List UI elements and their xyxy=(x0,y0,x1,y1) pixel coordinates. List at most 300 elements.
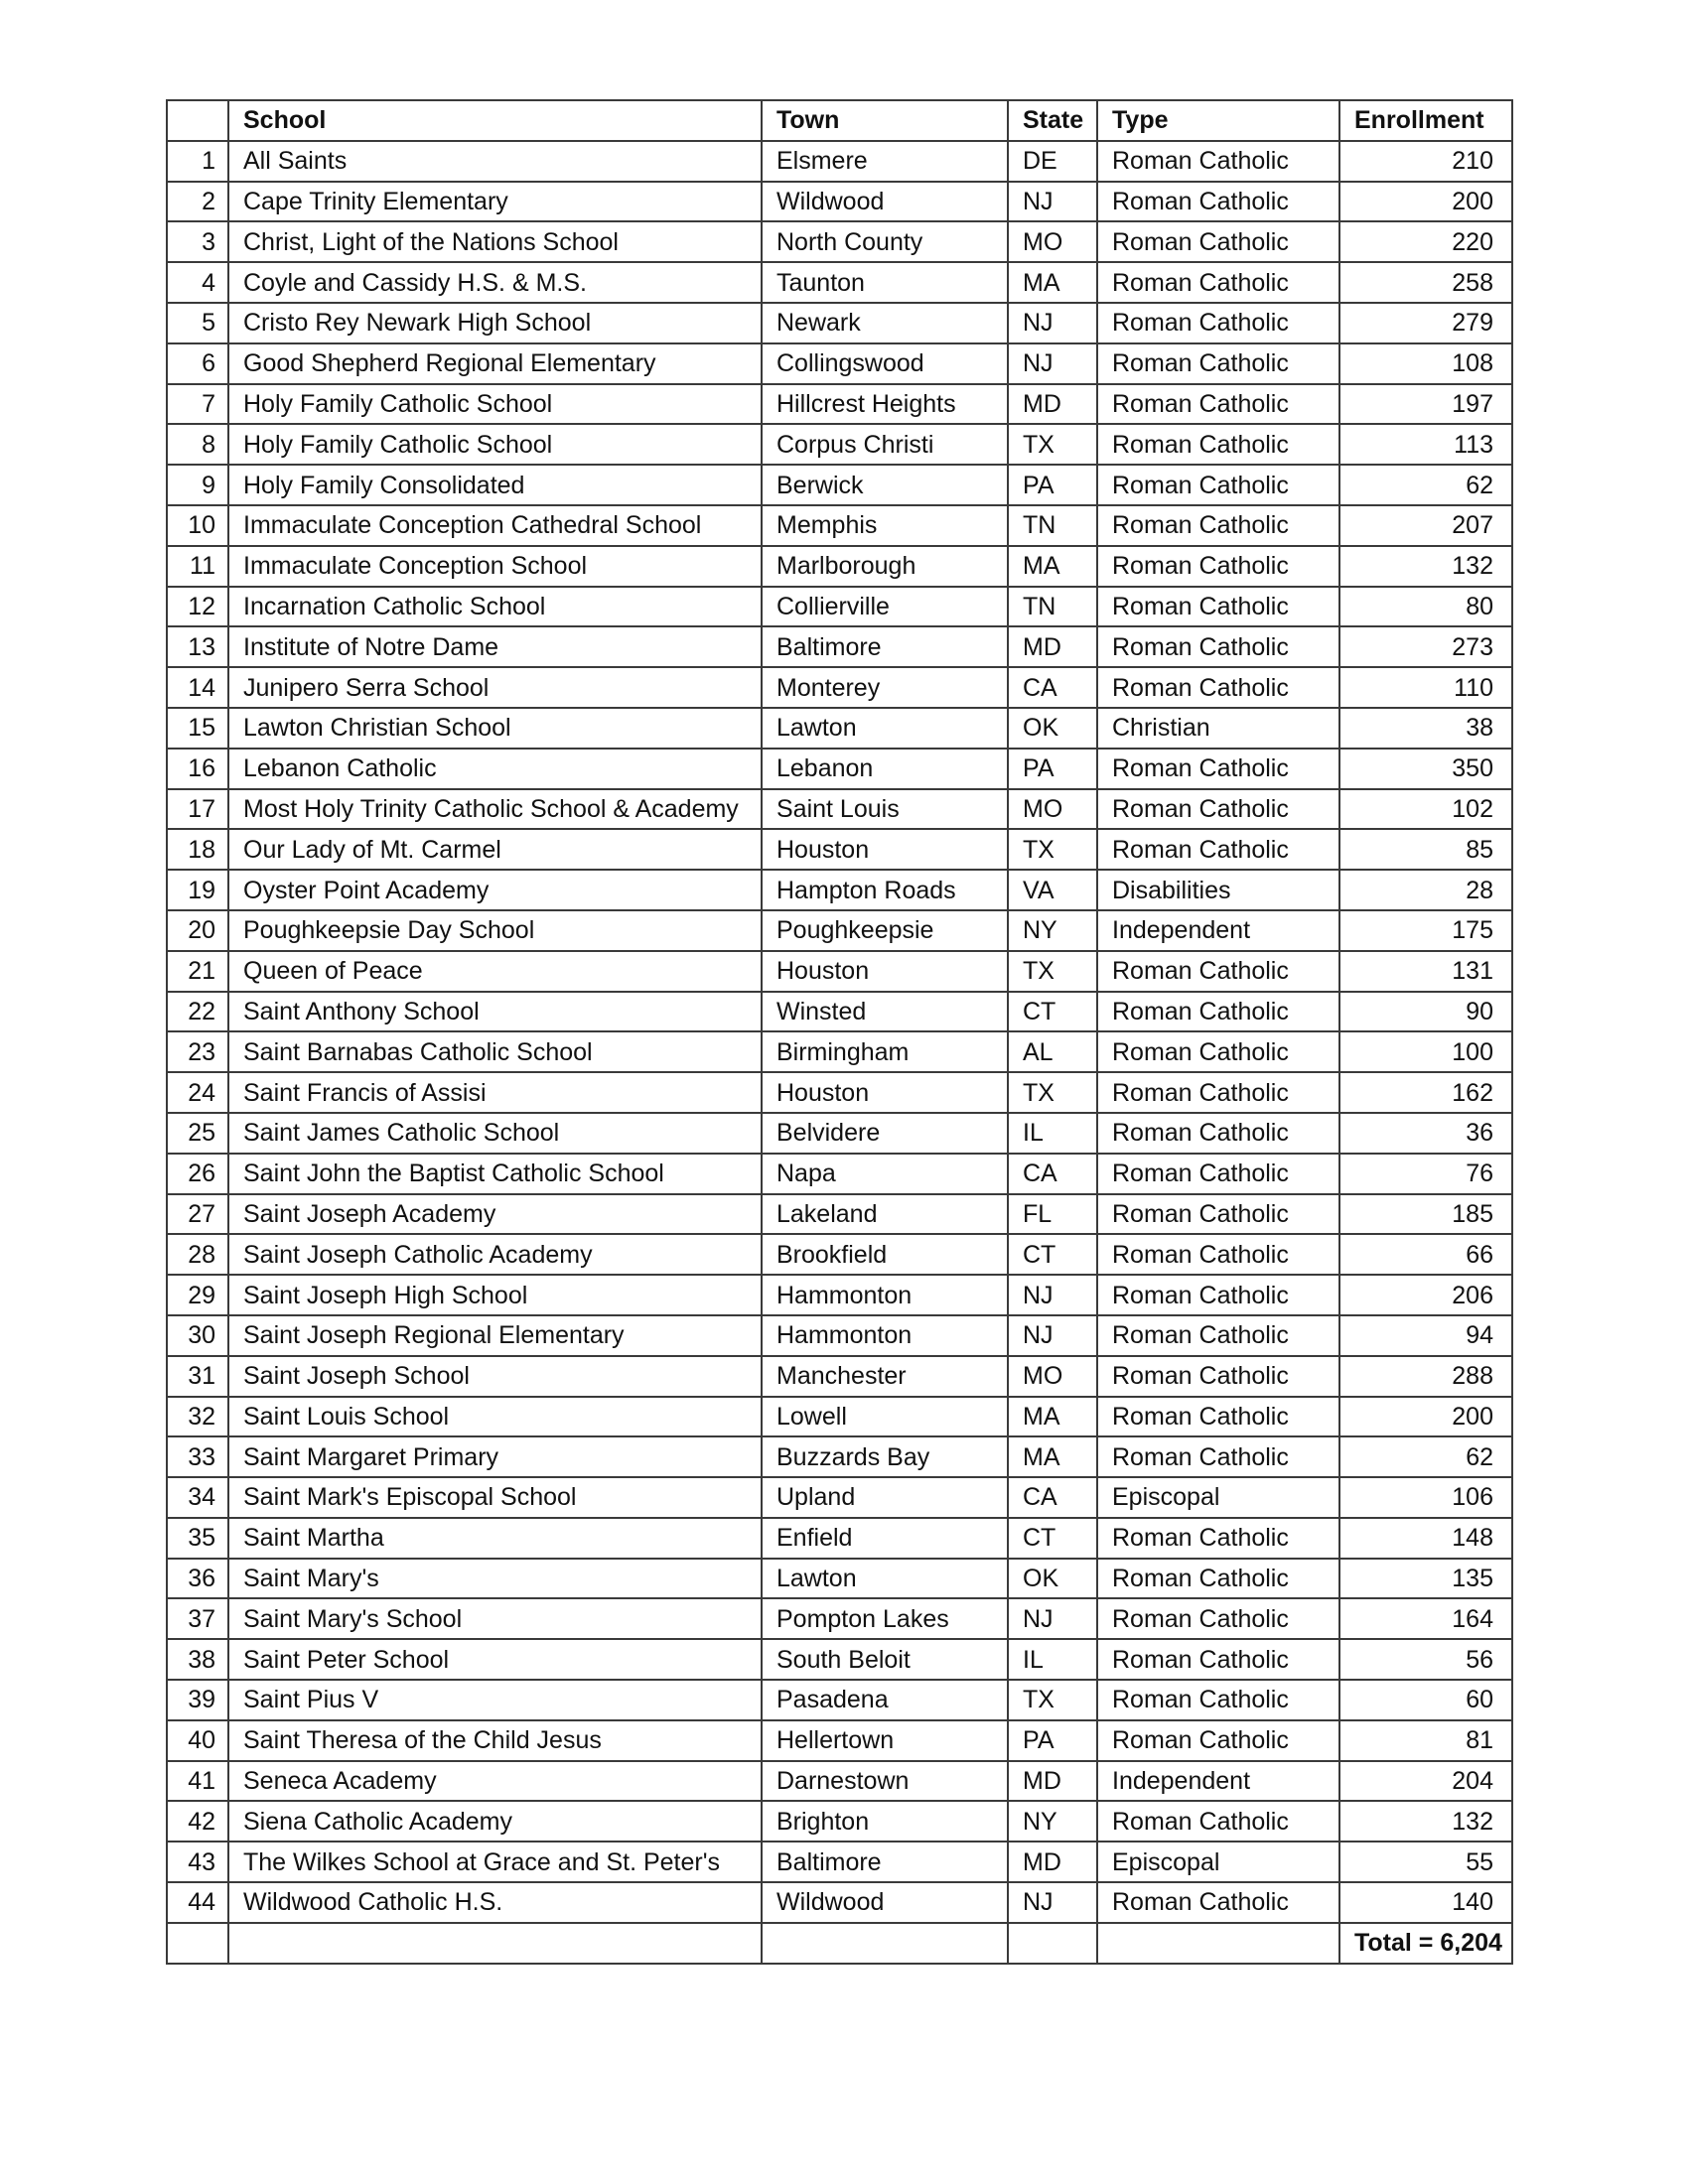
state-cell: TN xyxy=(1008,505,1097,546)
town-cell: Poughkeepsie xyxy=(762,910,1008,951)
school-name-cell: The Wilkes School at Grace and St. Peter's xyxy=(228,1842,762,1882)
state-cell: NJ xyxy=(1008,1275,1097,1315)
table-row xyxy=(167,626,1512,667)
row-number-cell: 29 xyxy=(167,1275,228,1315)
table-row xyxy=(167,992,1512,1032)
town-cell: Manchester xyxy=(762,1356,1008,1397)
state-cell: MA xyxy=(1008,1436,1097,1477)
enrollment-total: Total = 6,204 xyxy=(1339,1923,1512,1964)
school-name-cell: Saint Louis School xyxy=(228,1397,762,1437)
town-cell: Pasadena xyxy=(762,1680,1008,1720)
enrollment-cell: 102 xyxy=(1339,789,1512,830)
enrollment-cell: 207 xyxy=(1339,505,1512,546)
row-number-cell: 23 xyxy=(167,1031,228,1072)
table-row xyxy=(167,829,1512,870)
school-type-cell: Roman Catholic xyxy=(1097,424,1339,465)
table-row xyxy=(167,1518,1512,1559)
school-name-cell: Siena Catholic Academy xyxy=(228,1801,762,1842)
enrollment-cell: 140 xyxy=(1339,1882,1512,1923)
row-number-cell: 21 xyxy=(167,951,228,992)
row-number-cell: 30 xyxy=(167,1315,228,1356)
enrollment-cell: 108 xyxy=(1339,343,1512,384)
row-number-cell: 4 xyxy=(167,262,228,303)
table-row xyxy=(167,1436,1512,1477)
table-row xyxy=(167,1275,1512,1315)
school-name-cell: Saint Joseph Catholic Academy xyxy=(228,1234,762,1275)
school-type-cell: Roman Catholic xyxy=(1097,667,1339,708)
school-type-cell: Roman Catholic xyxy=(1097,1031,1339,1072)
row-number-cell: 32 xyxy=(167,1397,228,1437)
school-type-cell: Roman Catholic xyxy=(1097,303,1339,343)
table-row xyxy=(167,1194,1512,1235)
table-row xyxy=(167,789,1512,830)
town-cell: Lakeland xyxy=(762,1194,1008,1235)
row-number-cell: 12 xyxy=(167,587,228,627)
town-cell: Hillcrest Heights xyxy=(762,384,1008,425)
state-cell: DE xyxy=(1008,141,1097,182)
school-name-cell: Lebanon Catholic xyxy=(228,749,762,789)
table-row xyxy=(167,1882,1512,1923)
enrollment-cell: 90 xyxy=(1339,992,1512,1032)
header-school: School xyxy=(228,100,762,141)
table-row xyxy=(167,221,1512,262)
state-cell: MA xyxy=(1008,546,1097,587)
row-number-cell: 16 xyxy=(167,749,228,789)
school-type-cell: Roman Catholic xyxy=(1097,587,1339,627)
school-type-cell: Episcopal xyxy=(1097,1842,1339,1882)
school-type-cell: Roman Catholic xyxy=(1097,221,1339,262)
state-cell: NY xyxy=(1008,1801,1097,1842)
town-cell: Wildwood xyxy=(762,182,1008,222)
state-cell: NY xyxy=(1008,910,1097,951)
school-name-cell: Queen of Peace xyxy=(228,951,762,992)
state-cell: MO xyxy=(1008,789,1097,830)
school-type-cell: Roman Catholic xyxy=(1097,1234,1339,1275)
row-number-cell: 5 xyxy=(167,303,228,343)
school-name-cell: Holy Family Catholic School xyxy=(228,424,762,465)
town-cell: Birmingham xyxy=(762,1031,1008,1072)
town-cell: Buzzards Bay xyxy=(762,1436,1008,1477)
row-number-cell: 35 xyxy=(167,1518,228,1559)
row-number-cell: 38 xyxy=(167,1639,228,1680)
state-cell: PA xyxy=(1008,1720,1097,1761)
town-cell: Saint Louis xyxy=(762,789,1008,830)
school-name-cell: Most Holy Trinity Catholic School & Academy xyxy=(228,789,762,830)
total-empty-cell xyxy=(167,1923,228,1964)
state-cell: CT xyxy=(1008,1234,1097,1275)
state-cell: CT xyxy=(1008,992,1097,1032)
town-cell: Corpus Christi xyxy=(762,424,1008,465)
school-name-cell: Saint Barnabas Catholic School xyxy=(228,1031,762,1072)
schools-table xyxy=(166,99,1513,1965)
school-type-cell: Roman Catholic xyxy=(1097,789,1339,830)
school-type-cell: Roman Catholic xyxy=(1097,141,1339,182)
state-cell: NJ xyxy=(1008,303,1097,343)
town-cell: Lawton xyxy=(762,708,1008,749)
row-number-cell: 2 xyxy=(167,182,228,222)
enrollment-cell: 164 xyxy=(1339,1598,1512,1639)
town-cell: Monterey xyxy=(762,667,1008,708)
school-type-cell: Independent xyxy=(1097,1761,1339,1802)
state-cell: CA xyxy=(1008,1477,1097,1518)
enrollment-cell: 175 xyxy=(1339,910,1512,951)
table-row xyxy=(167,1477,1512,1518)
enrollment-cell: 185 xyxy=(1339,1194,1512,1235)
enrollment-cell: 210 xyxy=(1339,141,1512,182)
school-type-cell: Roman Catholic xyxy=(1097,1882,1339,1923)
row-number-cell: 28 xyxy=(167,1234,228,1275)
row-number-cell: 24 xyxy=(167,1072,228,1113)
school-name-cell: Good Shepherd Regional Elementary xyxy=(228,343,762,384)
enrollment-cell: 100 xyxy=(1339,1031,1512,1072)
school-name-cell: Saint Joseph School xyxy=(228,1356,762,1397)
town-cell: Houston xyxy=(762,1072,1008,1113)
row-number-cell: 18 xyxy=(167,829,228,870)
school-type-cell: Roman Catholic xyxy=(1097,1194,1339,1235)
state-cell: IL xyxy=(1008,1639,1097,1680)
enrollment-cell: 38 xyxy=(1339,708,1512,749)
school-name-cell: Immaculate Conception School xyxy=(228,546,762,587)
school-type-cell: Roman Catholic xyxy=(1097,749,1339,789)
state-cell: TN xyxy=(1008,587,1097,627)
school-name-cell: Saint Mark's Episcopal School xyxy=(228,1477,762,1518)
school-type-cell: Roman Catholic xyxy=(1097,1275,1339,1315)
school-type-cell: Roman Catholic xyxy=(1097,384,1339,425)
row-number-cell: 9 xyxy=(167,465,228,505)
row-number-cell: 3 xyxy=(167,221,228,262)
table-row xyxy=(167,384,1512,425)
state-cell: FL xyxy=(1008,1194,1097,1235)
school-type-cell: Roman Catholic xyxy=(1097,992,1339,1032)
school-type-cell: Roman Catholic xyxy=(1097,1397,1339,1437)
school-type-cell: Roman Catholic xyxy=(1097,1436,1339,1477)
state-cell: NJ xyxy=(1008,182,1097,222)
table-row xyxy=(167,1761,1512,1802)
town-cell: Baltimore xyxy=(762,626,1008,667)
enrollment-cell: 350 xyxy=(1339,749,1512,789)
state-cell: CA xyxy=(1008,1154,1097,1194)
town-cell: Wildwood xyxy=(762,1882,1008,1923)
town-cell: Brighton xyxy=(762,1801,1008,1842)
header-row xyxy=(167,100,1512,141)
row-number-cell: 8 xyxy=(167,424,228,465)
enrollment-cell: 204 xyxy=(1339,1761,1512,1802)
row-number-cell: 31 xyxy=(167,1356,228,1397)
enrollment-cell: 162 xyxy=(1339,1072,1512,1113)
school-name-cell: Holy Family Consolidated xyxy=(228,465,762,505)
school-type-cell: Roman Catholic xyxy=(1097,465,1339,505)
enrollment-cell: 200 xyxy=(1339,182,1512,222)
row-number-cell: 20 xyxy=(167,910,228,951)
row-number-cell: 10 xyxy=(167,505,228,546)
school-name-cell: Saint Joseph Regional Elementary xyxy=(228,1315,762,1356)
school-name-cell: Saint James Catholic School xyxy=(228,1113,762,1154)
table-body xyxy=(167,141,1512,1923)
town-cell: Hellertown xyxy=(762,1720,1008,1761)
row-number-cell: 42 xyxy=(167,1801,228,1842)
state-cell: CA xyxy=(1008,667,1097,708)
row-number-cell: 19 xyxy=(167,870,228,910)
state-cell: MO xyxy=(1008,221,1097,262)
state-cell: OK xyxy=(1008,708,1097,749)
state-cell: PA xyxy=(1008,465,1097,505)
row-number-cell: 22 xyxy=(167,992,228,1032)
enrollment-cell: 132 xyxy=(1339,546,1512,587)
enrollment-cell: 56 xyxy=(1339,1639,1512,1680)
state-cell: TX xyxy=(1008,424,1097,465)
town-cell: Elsmere xyxy=(762,141,1008,182)
school-name-cell: Junipero Serra School xyxy=(228,667,762,708)
school-type-cell: Roman Catholic xyxy=(1097,1801,1339,1842)
enrollment-cell: 206 xyxy=(1339,1275,1512,1315)
state-cell: OK xyxy=(1008,1559,1097,1599)
row-number-cell: 17 xyxy=(167,789,228,830)
table-row xyxy=(167,1680,1512,1720)
table-row xyxy=(167,1356,1512,1397)
school-name-cell: Seneca Academy xyxy=(228,1761,762,1802)
row-number-cell: 37 xyxy=(167,1598,228,1639)
town-cell: Taunton xyxy=(762,262,1008,303)
row-number-cell: 43 xyxy=(167,1842,228,1882)
school-type-cell: Roman Catholic xyxy=(1097,343,1339,384)
table-row xyxy=(167,1072,1512,1113)
school-type-cell: Roman Catholic xyxy=(1097,951,1339,992)
table-row xyxy=(167,343,1512,384)
town-cell: Newark xyxy=(762,303,1008,343)
row-number-cell: 6 xyxy=(167,343,228,384)
state-cell: PA xyxy=(1008,749,1097,789)
enrollment-cell: 94 xyxy=(1339,1315,1512,1356)
school-name-cell: Our Lady of Mt. Carmel xyxy=(228,829,762,870)
town-cell: Houston xyxy=(762,951,1008,992)
enrollment-cell: 132 xyxy=(1339,1801,1512,1842)
row-number-cell: 14 xyxy=(167,667,228,708)
total-row xyxy=(167,1923,1512,1964)
school-name-cell: Saint Joseph Academy xyxy=(228,1194,762,1235)
school-type-cell: Roman Catholic xyxy=(1097,546,1339,587)
enrollment-cell: 80 xyxy=(1339,587,1512,627)
school-name-cell: Saint Martha xyxy=(228,1518,762,1559)
row-number-cell: 39 xyxy=(167,1680,228,1720)
school-type-cell: Roman Catholic xyxy=(1097,1518,1339,1559)
town-cell: Houston xyxy=(762,829,1008,870)
town-cell: Pompton Lakes xyxy=(762,1598,1008,1639)
table-row xyxy=(167,870,1512,910)
table-row xyxy=(167,951,1512,992)
total-empty-cell xyxy=(1097,1923,1339,1964)
table-row xyxy=(167,546,1512,587)
school-type-cell: Roman Catholic xyxy=(1097,1356,1339,1397)
header-enrollment: Enrollment xyxy=(1339,100,1512,141)
state-cell: NJ xyxy=(1008,343,1097,384)
table-row xyxy=(167,1842,1512,1882)
school-type-cell: Roman Catholic xyxy=(1097,1154,1339,1194)
town-cell: Brookfield xyxy=(762,1234,1008,1275)
school-type-cell: Roman Catholic xyxy=(1097,1072,1339,1113)
school-type-cell: Roman Catholic xyxy=(1097,1680,1339,1720)
table-row xyxy=(167,1720,1512,1761)
school-name-cell: Cristo Rey Newark High School xyxy=(228,303,762,343)
table-row xyxy=(167,182,1512,222)
school-name-cell: Saint Mary's School xyxy=(228,1598,762,1639)
town-cell: Marlborough xyxy=(762,546,1008,587)
enrollment-cell: 113 xyxy=(1339,424,1512,465)
town-cell: Enfield xyxy=(762,1518,1008,1559)
state-cell: MD xyxy=(1008,1761,1097,1802)
table-row xyxy=(167,1234,1512,1275)
row-number-cell: 15 xyxy=(167,708,228,749)
table-row xyxy=(167,1031,1512,1072)
table-row xyxy=(167,1315,1512,1356)
state-cell: MO xyxy=(1008,1356,1097,1397)
school-type-cell: Roman Catholic xyxy=(1097,1559,1339,1599)
enrollment-cell: 81 xyxy=(1339,1720,1512,1761)
school-type-cell: Roman Catholic xyxy=(1097,182,1339,222)
school-name-cell: Saint Peter School xyxy=(228,1639,762,1680)
school-type-cell: Roman Catholic xyxy=(1097,626,1339,667)
state-cell: TX xyxy=(1008,951,1097,992)
total-empty-cell xyxy=(1008,1923,1097,1964)
town-cell: Upland xyxy=(762,1477,1008,1518)
town-cell: Collingswood xyxy=(762,343,1008,384)
state-cell: VA xyxy=(1008,870,1097,910)
row-number-cell: 26 xyxy=(167,1154,228,1194)
town-cell: Berwick xyxy=(762,465,1008,505)
town-cell: Napa xyxy=(762,1154,1008,1194)
state-cell: TX xyxy=(1008,829,1097,870)
enrollment-cell: 62 xyxy=(1339,465,1512,505)
table-row xyxy=(167,910,1512,951)
school-name-cell: Lawton Christian School xyxy=(228,708,762,749)
state-cell: NJ xyxy=(1008,1315,1097,1356)
school-name-cell: Immaculate Conception Cathedral School xyxy=(228,505,762,546)
table-row xyxy=(167,667,1512,708)
row-number-cell: 36 xyxy=(167,1559,228,1599)
table-row xyxy=(167,141,1512,182)
town-cell: North County xyxy=(762,221,1008,262)
table-row xyxy=(167,1801,1512,1842)
table-row xyxy=(167,1154,1512,1194)
enrollment-cell: 62 xyxy=(1339,1436,1512,1477)
table-row xyxy=(167,505,1512,546)
town-cell: Belvidere xyxy=(762,1113,1008,1154)
town-cell: Collierville xyxy=(762,587,1008,627)
row-number-cell: 33 xyxy=(167,1436,228,1477)
enrollment-cell: 106 xyxy=(1339,1477,1512,1518)
state-cell: MA xyxy=(1008,262,1097,303)
row-number-cell: 11 xyxy=(167,546,228,587)
total-empty-cell xyxy=(762,1923,1008,1964)
school-type-cell: Disabilities xyxy=(1097,870,1339,910)
table-row xyxy=(167,587,1512,627)
enrollment-cell: 135 xyxy=(1339,1559,1512,1599)
table-row xyxy=(167,303,1512,343)
enrollment-cell: 131 xyxy=(1339,951,1512,992)
enrollment-cell: 220 xyxy=(1339,221,1512,262)
enrollment-cell: 258 xyxy=(1339,262,1512,303)
enrollment-cell: 273 xyxy=(1339,626,1512,667)
town-cell: Lebanon xyxy=(762,749,1008,789)
school-name-cell: All Saints xyxy=(228,141,762,182)
state-cell: MD xyxy=(1008,1842,1097,1882)
town-cell: South Beloit xyxy=(762,1639,1008,1680)
school-name-cell: Holy Family Catholic School xyxy=(228,384,762,425)
town-cell: Winsted xyxy=(762,992,1008,1032)
school-name-cell: Saint Francis of Assisi xyxy=(228,1072,762,1113)
enrollment-cell: 36 xyxy=(1339,1113,1512,1154)
state-cell: NJ xyxy=(1008,1598,1097,1639)
school-type-cell: Roman Catholic xyxy=(1097,1315,1339,1356)
enrollment-cell: 55 xyxy=(1339,1842,1512,1882)
school-name-cell: Poughkeepsie Day School xyxy=(228,910,762,951)
school-name-cell: Christ, Light of the Nations School xyxy=(228,221,762,262)
table-row xyxy=(167,424,1512,465)
state-cell: MD xyxy=(1008,626,1097,667)
row-number-cell: 27 xyxy=(167,1194,228,1235)
enrollment-cell: 197 xyxy=(1339,384,1512,425)
school-name-cell: Saint Mary's xyxy=(228,1559,762,1599)
school-type-cell: Roman Catholic xyxy=(1097,1639,1339,1680)
table-row xyxy=(167,465,1512,505)
school-type-cell: Roman Catholic xyxy=(1097,262,1339,303)
school-name-cell: Wildwood Catholic H.S. xyxy=(228,1882,762,1923)
table-row xyxy=(167,262,1512,303)
enrollment-cell: 288 xyxy=(1339,1356,1512,1397)
enrollment-cell: 60 xyxy=(1339,1680,1512,1720)
town-cell: Hampton Roads xyxy=(762,870,1008,910)
town-cell: Hammonton xyxy=(762,1275,1008,1315)
enrollment-cell: 200 xyxy=(1339,1397,1512,1437)
state-cell: AL xyxy=(1008,1031,1097,1072)
school-name-cell: Saint John the Baptist Catholic School xyxy=(228,1154,762,1194)
table-row xyxy=(167,1559,1512,1599)
enrollment-cell: 279 xyxy=(1339,303,1512,343)
state-cell: TX xyxy=(1008,1680,1097,1720)
school-name-cell: Saint Joseph High School xyxy=(228,1275,762,1315)
table-row xyxy=(167,1639,1512,1680)
town-cell: Memphis xyxy=(762,505,1008,546)
school-name-cell: Oyster Point Academy xyxy=(228,870,762,910)
state-cell: NJ xyxy=(1008,1882,1097,1923)
school-name-cell: Institute of Notre Dame xyxy=(228,626,762,667)
row-number-cell: 40 xyxy=(167,1720,228,1761)
school-name-cell: Saint Theresa of the Child Jesus xyxy=(228,1720,762,1761)
enrollment-cell: 85 xyxy=(1339,829,1512,870)
table-row xyxy=(167,708,1512,749)
header-town: Town xyxy=(762,100,1008,141)
town-cell: Baltimore xyxy=(762,1842,1008,1882)
state-cell: MD xyxy=(1008,384,1097,425)
table-row xyxy=(167,1397,1512,1437)
table-row xyxy=(167,1598,1512,1639)
school-name-cell: Saint Margaret Primary xyxy=(228,1436,762,1477)
school-type-cell: Roman Catholic xyxy=(1097,1720,1339,1761)
school-type-cell: Christian xyxy=(1097,708,1339,749)
school-type-cell: Roman Catholic xyxy=(1097,505,1339,546)
header-state: State xyxy=(1008,100,1097,141)
school-type-cell: Roman Catholic xyxy=(1097,1598,1339,1639)
state-cell: CT xyxy=(1008,1518,1097,1559)
table-row xyxy=(167,749,1512,789)
row-number-cell: 13 xyxy=(167,626,228,667)
row-number-cell: 44 xyxy=(167,1882,228,1923)
row-number-cell: 34 xyxy=(167,1477,228,1518)
row-number-cell: 41 xyxy=(167,1761,228,1802)
state-cell: MA xyxy=(1008,1397,1097,1437)
header-number xyxy=(167,100,228,141)
total-empty-cell xyxy=(228,1923,762,1964)
enrollment-cell: 148 xyxy=(1339,1518,1512,1559)
